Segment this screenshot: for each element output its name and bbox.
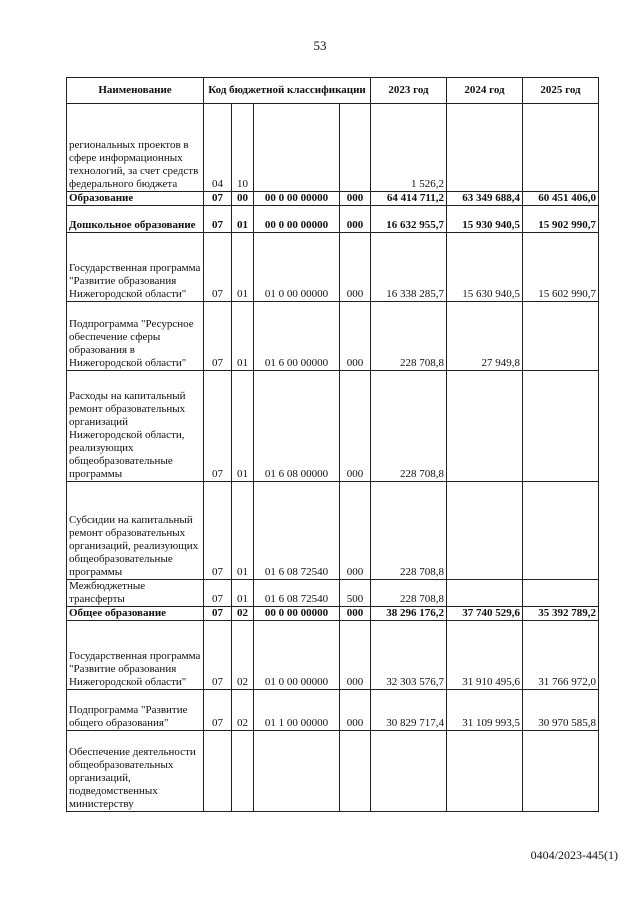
- cell-y2025: [523, 371, 599, 482]
- cell-rz: 07: [204, 580, 232, 607]
- cell-y2023: 228 708,8: [371, 482, 447, 580]
- cell-y2025: 60 451 406,0: [523, 192, 599, 206]
- cell-name: Субсидии на капитальный ремонт образовательных организаций, реализующих общеобразовательные программы: [67, 482, 204, 580]
- cell-csr: 00 0 00 00000: [254, 192, 340, 206]
- cell-y2025: [523, 580, 599, 607]
- cell-name: Обеспечение деятельности общеобразовательных организаций, подведомственных министерству: [67, 731, 204, 812]
- cell-y2023: 228 708,8: [371, 371, 447, 482]
- cell-pr: 01: [232, 302, 254, 371]
- cell-pr: 02: [232, 690, 254, 731]
- cell-rz: 07: [204, 690, 232, 731]
- cell-name: Общее образование: [67, 607, 204, 621]
- cell-y2023: 228 708,8: [371, 302, 447, 371]
- cell-y2023: 38 296 176,2: [371, 607, 447, 621]
- cell-y2023: 64 414 711,2: [371, 192, 447, 206]
- cell-pr: 01: [232, 482, 254, 580]
- cell-vr: 000: [340, 607, 371, 621]
- cell-pr: 01: [232, 580, 254, 607]
- cell-rz: 07: [204, 607, 232, 621]
- cell-csr: 01 6 08 72540: [254, 482, 340, 580]
- cell-y2024: [447, 731, 523, 812]
- cell-rz: 07: [204, 621, 232, 690]
- cell-y2023: 16 632 955,7: [371, 206, 447, 233]
- cell-vr: 000: [340, 690, 371, 731]
- cell-rz: [204, 731, 232, 812]
- table-row: [67, 371, 599, 482]
- cell-csr: 00 0 00 00000: [254, 607, 340, 621]
- cell-pr: 10: [232, 104, 254, 192]
- cell-pr: 00: [232, 192, 254, 206]
- cell-csr: [254, 104, 340, 192]
- table-body: [67, 104, 599, 812]
- cell-pr: 02: [232, 607, 254, 621]
- table-row: [67, 192, 599, 206]
- cell-name: Образование: [67, 192, 204, 206]
- cell-y2023: 228 708,8: [371, 580, 447, 607]
- table-row: [67, 482, 599, 580]
- table-row: [67, 233, 599, 302]
- cell-vr: 000: [340, 192, 371, 206]
- footer-code: 0404/2023-445(1): [530, 848, 618, 862]
- cell-vr: 000: [340, 621, 371, 690]
- cell-y2025: [523, 104, 599, 192]
- cell-pr: 01: [232, 233, 254, 302]
- cell-y2023: [371, 731, 447, 812]
- cell-rz: 07: [204, 233, 232, 302]
- cell-pr: 01: [232, 206, 254, 233]
- table-header-row: [67, 78, 599, 104]
- cell-csr: 01 0 00 00000: [254, 233, 340, 302]
- cell-name: Межбюджетные трансферты: [67, 580, 204, 607]
- cell-y2025: 15 602 990,7: [523, 233, 599, 302]
- header-2025: 2025 год: [523, 78, 599, 104]
- cell-name: Государственная программа "Развитие образования Нижегородской области": [67, 233, 204, 302]
- header-2024: 2024 год: [447, 78, 523, 104]
- cell-rz: 07: [204, 302, 232, 371]
- cell-y2024: 31 910 495,6: [447, 621, 523, 690]
- table-row: [67, 104, 599, 192]
- cell-y2025: 30 970 585,8: [523, 690, 599, 731]
- cell-vr: 000: [340, 371, 371, 482]
- cell-csr: 01 6 08 00000: [254, 371, 340, 482]
- cell-pr: [232, 731, 254, 812]
- cell-y2024: 15 630 940,5: [447, 233, 523, 302]
- cell-y2025: [523, 731, 599, 812]
- cell-y2024: 15 930 940,5: [447, 206, 523, 233]
- cell-name: Государственная программа "Развитие образования Нижегородской области": [67, 621, 204, 690]
- cell-y2024: 37 740 529,6: [447, 607, 523, 621]
- table-row: [67, 580, 599, 607]
- table-row: [67, 302, 599, 371]
- cell-rz: 07: [204, 192, 232, 206]
- cell-pr: 01: [232, 371, 254, 482]
- cell-y2023: 16 338 285,7: [371, 233, 447, 302]
- cell-csr: 00 0 00 00000: [254, 206, 340, 233]
- cell-name: Расходы на капитальный ремонт образовательных организаций Нижегородской области, реализующих общеобразовательные программы: [67, 371, 204, 482]
- table-row: [67, 607, 599, 621]
- cell-vr: 500: [340, 580, 371, 607]
- cell-pr: 02: [232, 621, 254, 690]
- cell-vr: [340, 104, 371, 192]
- cell-csr: [254, 731, 340, 812]
- cell-csr: 01 6 08 72540: [254, 580, 340, 607]
- cell-rz: 07: [204, 206, 232, 233]
- cell-csr: 01 0 00 00000: [254, 621, 340, 690]
- cell-y2025: 15 902 990,7: [523, 206, 599, 233]
- table-row: [67, 731, 599, 812]
- cell-csr: 01 1 00 00000: [254, 690, 340, 731]
- cell-y2024: [447, 482, 523, 580]
- cell-y2024: [447, 580, 523, 607]
- cell-y2024: [447, 104, 523, 192]
- header-budget-code: Код бюджетной классификации: [204, 78, 371, 104]
- cell-vr: 000: [340, 233, 371, 302]
- header-name: Наименование: [67, 78, 204, 104]
- cell-y2023: 1 526,2: [371, 104, 447, 192]
- cell-vr: 000: [340, 302, 371, 371]
- cell-y2025: [523, 302, 599, 371]
- cell-csr: 01 6 00 00000: [254, 302, 340, 371]
- cell-y2024: 27 949,8: [447, 302, 523, 371]
- header-2023: 2023 год: [371, 78, 447, 104]
- cell-name: Подпрограмма "Развитие общего образования": [67, 690, 204, 731]
- cell-name: Дошкольное образование: [67, 206, 204, 233]
- cell-vr: 000: [340, 482, 371, 580]
- cell-y2024: 31 109 993,5: [447, 690, 523, 731]
- cell-rz: 07: [204, 482, 232, 580]
- cell-name: Подпрограмма "Ресурсное обеспечение сферы образования в Нижегородской области": [67, 302, 204, 371]
- cell-y2025: 35 392 789,2: [523, 607, 599, 621]
- table-row: [67, 621, 599, 690]
- cell-y2025: [523, 482, 599, 580]
- cell-vr: [340, 731, 371, 812]
- cell-vr: 000: [340, 206, 371, 233]
- table-row: [67, 206, 599, 233]
- cell-y2023: 30 829 717,4: [371, 690, 447, 731]
- budget-table: [66, 77, 599, 812]
- cell-name: региональных проектов в сфере информационных технологий, за счет средств федерального бюджета: [67, 104, 204, 192]
- cell-rz: 04: [204, 104, 232, 192]
- page-number: 53: [313, 38, 327, 53]
- cell-y2025: 31 766 972,0: [523, 621, 599, 690]
- cell-rz: 07: [204, 371, 232, 482]
- cell-y2024: [447, 371, 523, 482]
- table-row: [67, 690, 599, 731]
- cell-y2023: 32 303 576,7: [371, 621, 447, 690]
- cell-y2024: 63 349 688,4: [447, 192, 523, 206]
